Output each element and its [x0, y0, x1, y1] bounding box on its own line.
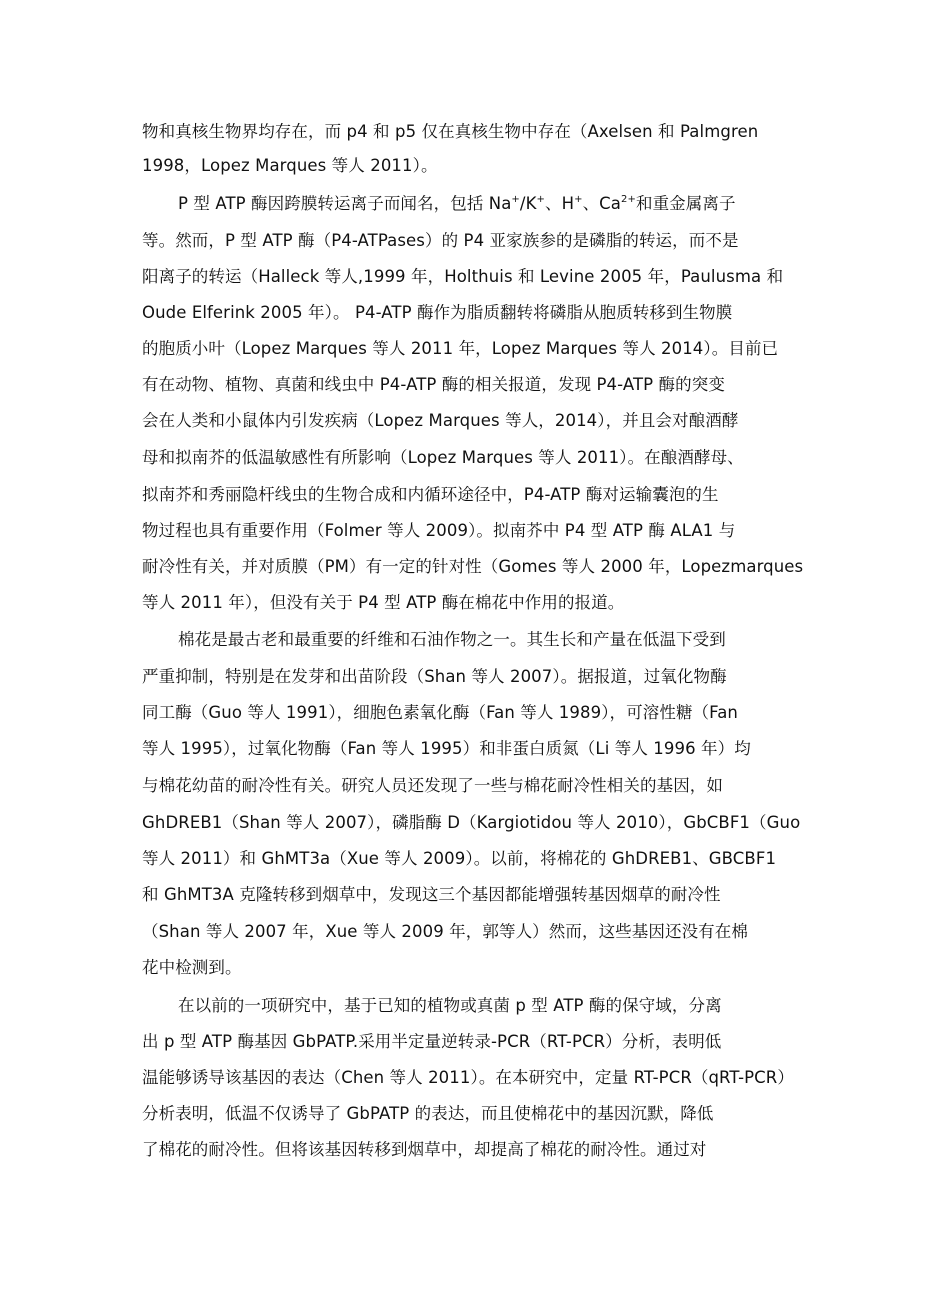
text-line: 耐冷性有关，并对质膜（PM）有一定的针对性（Gomes 等人 2000 年，Lopezmarques	[142, 557, 804, 576]
text-line: 母和拟南芥的低温敏感性有所影响（Lopez Marques 等人 2011）。在酿酒酵母、	[142, 448, 744, 467]
text-line: 物和真核生物界均存在，而 p4 和 p5 仅在真核生物中存在（Axelsen 和 Palmgren	[142, 122, 759, 141]
text-line: 在以前的一项研究中，基于已知的植物或真菌 p 型 ATP 酶的保守域，分离	[178, 996, 722, 1015]
superscript: +	[536, 194, 545, 205]
text-line: 等人 1995），过氧化物酶（Fan 等人 1995）和非蛋白质氮（Li 等人 1996 年）均	[142, 739, 751, 758]
text-line: 等人 2011）和 GhMT3a（Xue 等人 2009）。以前，将棉花的 GhDREB1、GBCBF1	[142, 849, 777, 868]
text-line: 棉花是最古老和最重要的纤维和石油作物之一。其生长和产量在低温下受到	[178, 630, 726, 649]
text-line: 同工酶（Guo 等人 1991），细胞色素氧化酶（Fan 等人 1989），可溶性糖（Fan	[142, 703, 738, 722]
text-line: 出 p 型 ATP 酶基因 GbPATP.采用半定量逆转录-PCR（RT-PCR）分析，表明低	[142, 1032, 722, 1051]
text-line-with-superscripts	[178, 193, 736, 215]
text-segment: /K	[519, 194, 537, 213]
text-segment: 、H	[544, 194, 575, 213]
text-line: 拟南芥和秀丽隐杆线虫的生物合成和内循环途径中，P4-ATP 酶对运输囊泡的生	[142, 485, 719, 504]
superscript: +	[511, 194, 520, 205]
text-line: 分析表明，低温不仅诱导了 GbPATP 的表达，而且使棉花中的基因沉默，降低	[142, 1104, 714, 1123]
text-segment: P 型 ATP 酶因跨膜转运离子而闻名，包括 Na	[178, 194, 512, 213]
text-segment: 和重金属离子	[635, 194, 736, 213]
text-line: 和 GhMT3A 克隆转移到烟草中，发现这三个基因都能增强转基因烟草的耐冷性	[142, 885, 721, 904]
text-line: （Shan 等人 2007 年，Xue 等人 2009 年，郭等人）然而，这些基因还没有在棉	[142, 922, 748, 941]
text-line: 有在动物、植物、真菌和线虫中 P4-ATP 酶的相关报道，发现 P4-ATP 酶的突变	[142, 375, 725, 394]
text-line: 温能够诱导该基因的表达（Chen 等人 2011）。在本研究中，定量 RT-PCR（qRT-PCR）	[142, 1068, 794, 1087]
text-line: Oude Elferink 2005 年）。 P4-ATP 酶作为脂质翻转将磷脂从胞质转移到生物膜	[142, 303, 733, 322]
text-line: 花中检测到。	[142, 958, 242, 977]
text-line: 物过程也具有重要作用（Folmer 等人 2009）。拟南芥中 P4 型 ATP 酶 ALA1 与	[142, 521, 736, 540]
text-line: 会在人类和小鼠体内引发疾病（Lopez Marques 等人，2014），并且会对酿酒酵	[142, 411, 739, 430]
text-line: 等。然而，P 型 ATP 酶（P4-ATPases）的 P4 亚家族参的是磷脂的转运，而不是	[142, 231, 739, 250]
text-line: 等人 2011 年），但没有关于 P4 型 ATP 酶在棉花中作用的报道。	[142, 593, 625, 612]
superscript: 2+	[621, 194, 636, 205]
text-line: 了棉花的耐冷性。但将该基因转移到烟草中，却提高了棉花的耐冷性。通过对	[142, 1140, 707, 1159]
text-line: 1998，Lopez Marques 等人 2011）。	[142, 156, 438, 175]
superscript: +	[574, 194, 583, 205]
text-segment: 、Ca	[582, 194, 622, 213]
text-line: 阳离子的转运（Halleck 等人,1999 年，Holthuis 和 Levine 2005 年，Paulusma 和	[142, 267, 784, 286]
text-line: GhDREB1（Shan 等人 2007），磷脂酶 D（Kargiotidou 等人 2010），GbCBF1（Guo	[142, 813, 801, 832]
text-line: 与棉花幼苗的耐冷性有关。研究人员还发现了一些与棉花耐冷性相关的基因，如	[142, 776, 723, 795]
text-line: 严重抑制，特别是在发芽和出苗阶段（Shan 等人 2007）。据报道，过氧化物酶	[142, 667, 727, 686]
text-line: 的胞质小叶（Lopez Marques 等人 2011 年，Lopez Marques 等人 2014）。目前已	[142, 339, 779, 358]
